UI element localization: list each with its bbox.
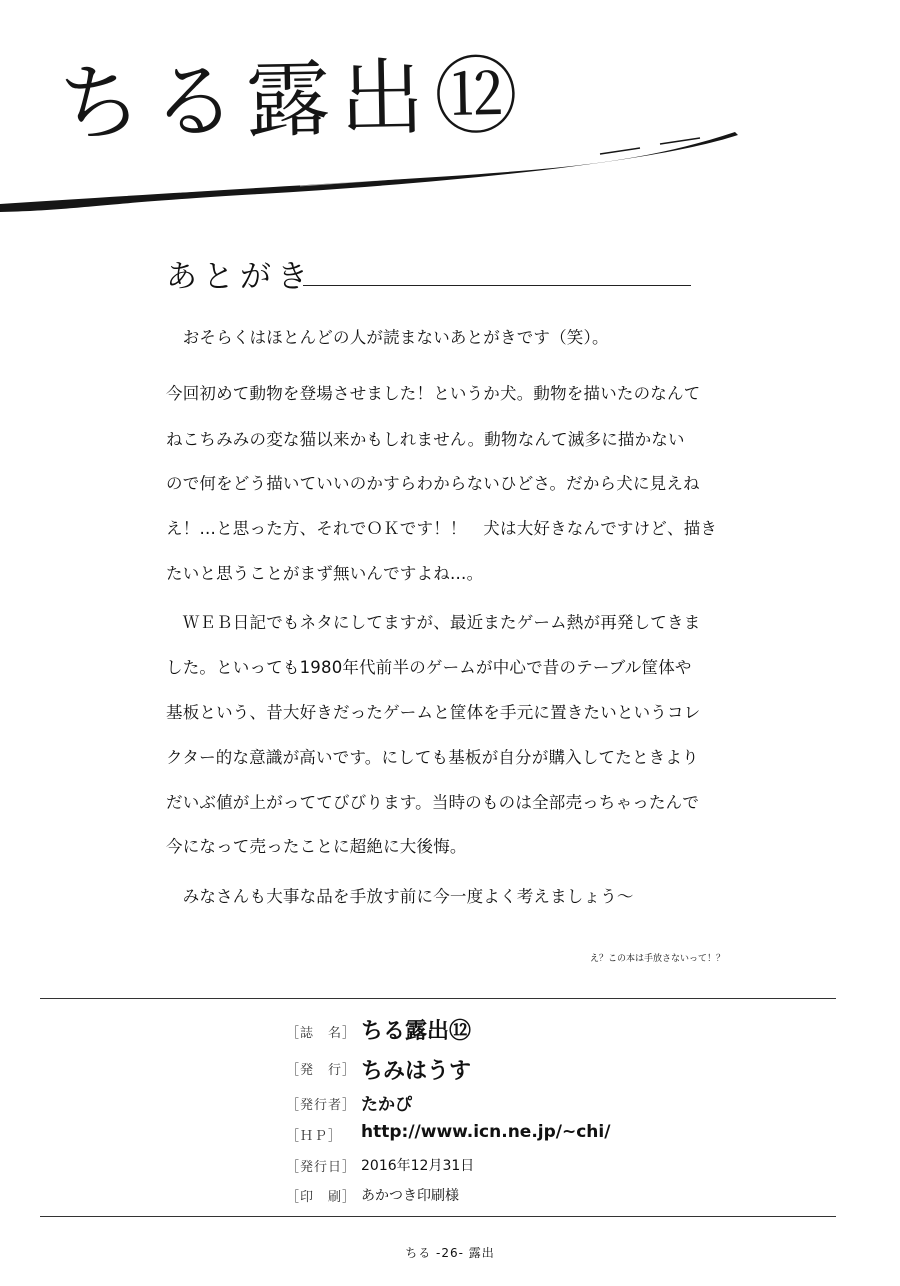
colophon-top-rule [40, 998, 836, 999]
afterword-line: 基板という、昔大好きだったゲームと筐体を手元に置きたいというコレ [166, 703, 701, 722]
colophon-label: ［発行者］ [286, 1098, 357, 1113]
homepage-link[interactable]: http://www.icn.ne.jp/~chi/ [361, 1122, 611, 1142]
afterword-line: たいと思うことがまず無いんですよね…。 [166, 564, 484, 583]
afterword-line: ねこちみみの変な猫以来かもしれません。動物なんて滅多に描かない [166, 430, 685, 449]
colophon-label: ［印 刷］ [286, 1190, 357, 1205]
afterword-line: クター的な意識が高いです。にしても基板が自分が購入してたときより [166, 748, 699, 767]
colophon-label: ［発行日］ [286, 1160, 357, 1175]
colophon-value: たかぴ [361, 1095, 412, 1115]
afterword-line: おそらくはほとんどの人が読まないあとがきです（笑）。 [166, 328, 609, 347]
afterword-line: 今になって売ったことに超絶に大後悔。 [166, 837, 467, 856]
colophon-label: ［発 行］ [286, 1063, 357, 1078]
colophon-value: ちる露出⑫ [361, 1019, 472, 1044]
colophon-value: ちみはうす [361, 1059, 472, 1084]
page-footer: ちる -26- 露出 [405, 1246, 495, 1260]
afterword-line: え！…と思った方、それでＯＫです！！ 犬は大好きなんですけど、描き [166, 519, 718, 538]
afterword-line: した。といっても1980年代前半のゲームが中心で昔のテーブル筐体や [166, 658, 692, 677]
heading-rule [303, 285, 691, 286]
afterword-line: 今回初めて動物を登場させました！というか犬。動物を描いたのなんて [166, 384, 701, 403]
aside-note: え？この本は手放さないって！？ [590, 954, 726, 964]
brush-stroke-divider [0, 120, 900, 220]
afterword-line: ＷＥＢ日記でもネタにしてますが、最近またゲーム熱が再発してきま [166, 613, 701, 632]
afterword-heading: あとがき [166, 259, 314, 295]
colophon-label: ［誌 名］ [286, 1026, 357, 1041]
colophon-bottom-rule [40, 1216, 836, 1217]
page-title: ちる露出⑫ [57, 46, 529, 153]
afterword-line: みなさんも大事な品を手放す前に今一度よく考えましょう～ [166, 887, 634, 906]
colophon-value: あかつき印刷様 [361, 1188, 459, 1204]
afterword-line: ので何をどう描いていいのかすらわからないひどさ。だから犬に見えね [166, 474, 700, 493]
colophon-value: 2016年12月31日 [361, 1158, 475, 1174]
afterword-line: だいぶ値が上がっててびびります。当時のものは全部売っちゃったんで [166, 793, 700, 812]
colophon-label: ［ＨＰ］ [286, 1129, 343, 1144]
